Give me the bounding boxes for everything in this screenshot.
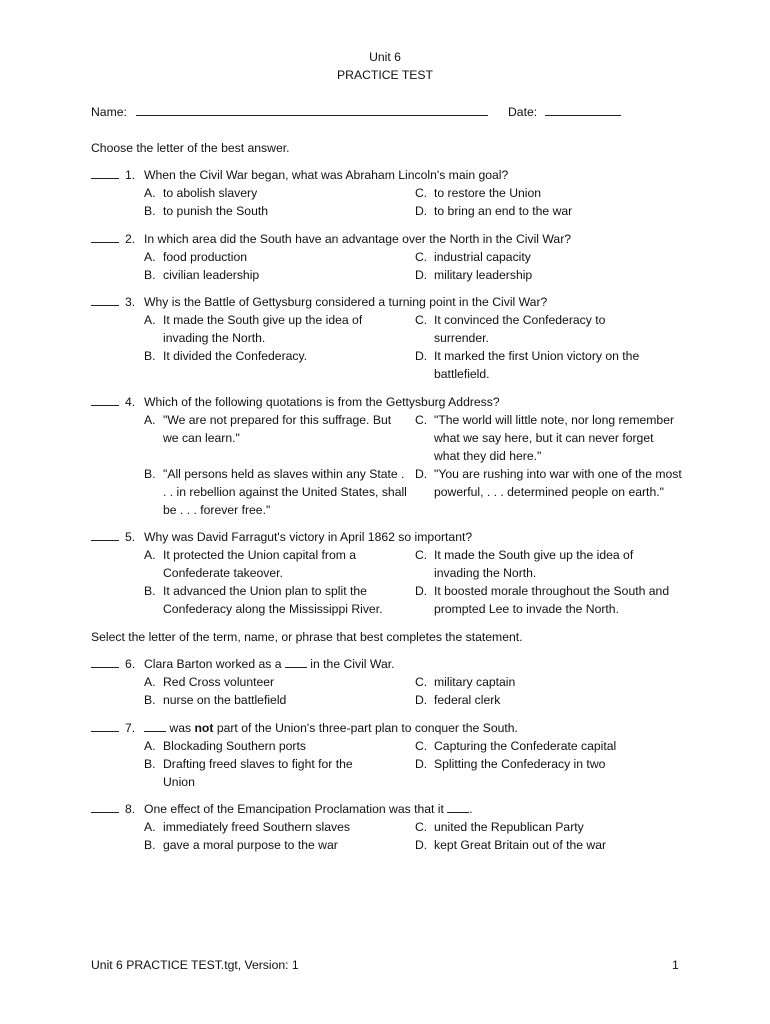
name-label: Name: <box>91 105 127 119</box>
question-number: 5. <box>91 528 135 546</box>
question-stem: Clara Barton worked as a in the Civil War. <box>144 657 395 671</box>
date-field[interactable] <box>508 103 621 121</box>
fill-in-blank <box>447 800 469 813</box>
question-number: 7. <box>91 719 135 737</box>
answer-blank[interactable] <box>91 528 119 541</box>
question-number: 6. <box>91 655 135 673</box>
question-number: 1. <box>91 166 135 184</box>
name-blank[interactable] <box>136 103 488 116</box>
question-number: 2. <box>91 230 135 248</box>
question-number: 4. <box>91 393 135 411</box>
question-stem: Which of the following quotations is from the Gettysburg Address? <box>144 395 500 409</box>
question-stem: When the Civil War began, what was Abraham Lincoln's main goal? <box>144 168 509 182</box>
answer-blank[interactable] <box>91 719 119 732</box>
answer-blank[interactable] <box>91 230 119 243</box>
question-stem: One effect of the Emancipation Proclamation was that it . <box>144 802 473 816</box>
answer-blank[interactable] <box>91 655 119 668</box>
question-number: 3. <box>91 293 135 311</box>
unit-heading: Unit 6 <box>369 50 401 64</box>
page-title: PRACTICE TEST <box>337 68 433 82</box>
date-blank[interactable] <box>545 103 621 116</box>
test-page: Unit 6 PRACTICE TEST Name: Date: Choose the letter of the best answer. 1. When the Civil War began, what was Abraham Lincoln's main goal? A. to abolish slavery B. to punish the South C. to restore the Union D. to bring an end to the war 2. In which area did the South have an advantage over the North in the Civil War? A. food production B. civilian leadership C. industrial capacity D. military leadership 3. Why is the Battle of Gettysburg considered a turning point in the Civil War? A. It made the South give up the idea of invading the North. B. It divided the Confederacy. C. It convinced the Confederacy to surrender. D. It marked the first Union victory on the battlefield. 4. Which of the following quotations is from the Gettysburg Address? A. "We are not prepared for this suffrage. But we can learn." B. "All persons held as slaves within any State . . . in rebellion against the United States, shall be . . . forever free." C. "The world will little note, nor long remember what we say here, but it can never forget what they did here." D. "You are rushing into war with one of the most powerful, . . . determined people on earth." 5. Why was David Farragut's victory in April 1862 so important? A. It protected the Union capital from a Confederate takeover. B. It advanced the Union plan to split the Confederacy along the Mississippi River. C. It made the South give up the idea of invading the North. D. It boosted morale throughout the South and prompted Lee to invade the North. Select the letter of the term, name, or phrase that best completes the statement. 6. Clara Barton worked as a in the Civil War. A. Red Cross volunteer B. nurse on the battlefield C. military captain D. federal clerk 7. was not part of the Union's three-part plan to conquer the South. A. Blockading Southern ports B. Drafting freed slaves to fight for the Union C. Capturing the Confederate capital D. Splitting the Confederacy in two 8. One effect of the Emancipation Proclamation was that it . A. immediately freed Southern slaves B. gave a moral purpose to the war C. united the Republican Party D. kept Great Britain out of the war Unit 6 PRACTICE TEST.tgt, Version: 1 1 <box>0 0 770 1024</box>
question-stem: Why is the Battle of Gettysburg considered a turning point in the Civil War? <box>144 295 548 309</box>
name-field[interactable] <box>91 103 488 121</box>
answer-blank[interactable] <box>91 293 119 306</box>
instructions-part2: Select the letter of the term, name, or phrase that best completes the statement. <box>91 630 523 644</box>
footer-page-number: 1 <box>672 958 679 972</box>
fill-in-blank <box>144 719 166 732</box>
footer-document-id: Unit 6 PRACTICE TEST.tgt, Version: 1 <box>91 958 299 972</box>
question-stem: Why was David Farragut's victory in April 1862 so important? <box>144 530 473 544</box>
question-stem: In which area did the South have an advantage over the North in the Civil War? <box>144 232 572 246</box>
answer-blank[interactable] <box>91 393 119 406</box>
answer-blank[interactable] <box>91 800 119 813</box>
question-stem: was not part of the Union's three-part plan to conquer the South. <box>144 719 518 737</box>
fill-in-blank <box>285 655 307 668</box>
question-number: 8. <box>91 800 135 818</box>
instructions-part1: Choose the letter of the best answer. <box>91 141 290 155</box>
date-label: Date: <box>508 105 538 119</box>
answer-blank[interactable] <box>91 166 119 179</box>
